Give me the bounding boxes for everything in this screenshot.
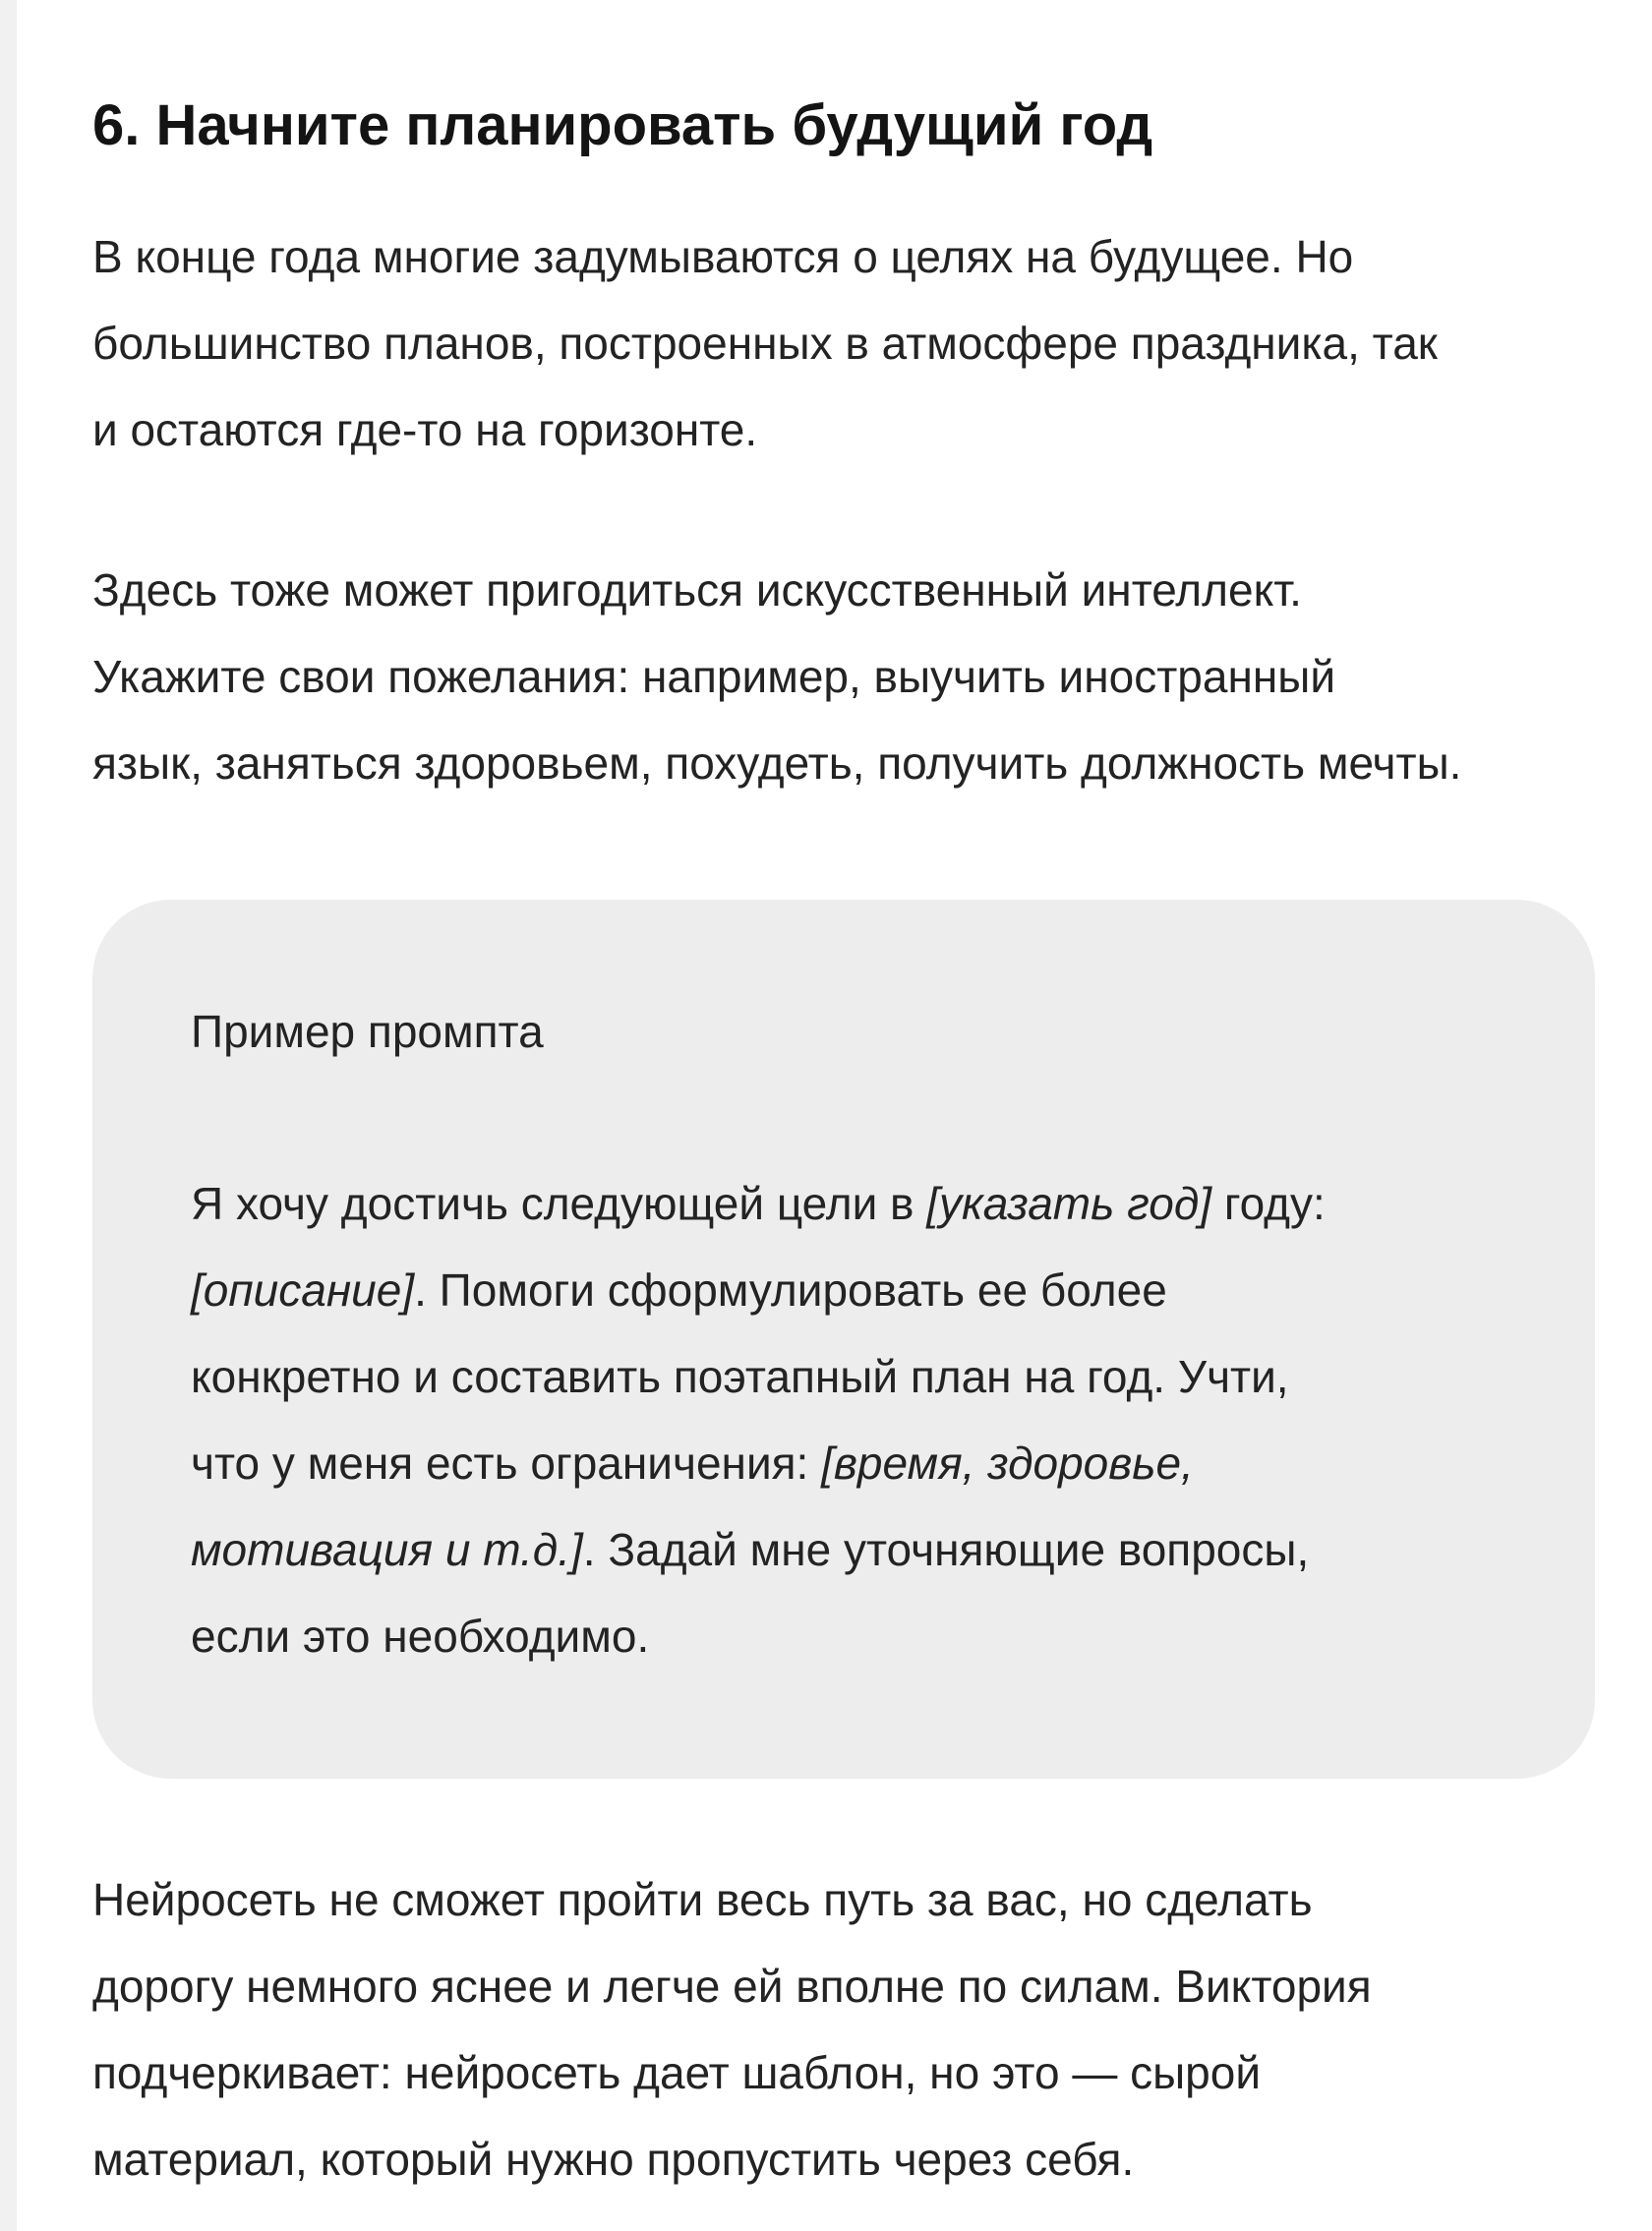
prompt-text-segment: . Помоги сформулировать ее более [414, 1264, 1167, 1316]
prompt-example-title: Пример промпта [191, 1006, 544, 1057]
paragraph-line: большинство планов, построенных в атмосфере праздника, так [92, 318, 1438, 369]
prompt-placeholder-constraints-end: мотивация и т.д.] [191, 1524, 583, 1575]
ai-suggestion-paragraph [92, 547, 1461, 806]
intro-paragraph [92, 213, 1438, 473]
conclusion-paragraph [92, 1856, 1372, 2202]
paragraph-line: дорогу немного яснее и легче ей вполне по силам. Виктория [92, 1961, 1372, 2012]
page-left-margin [0, 0, 17, 2231]
prompt-line [191, 1420, 1326, 1506]
prompt-text-segment: что у меня есть ограничения: [191, 1438, 822, 1489]
prompt-text-segment: . Задай мне уточняющие вопросы, [582, 1524, 1310, 1575]
prompt-line [191, 1506, 1326, 1593]
paragraph-line: подчеркивает: нейросеть дает шаблон, но это — сырой [92, 2047, 1262, 2098]
paragraph-line: и остаются где-то на горизонте. [92, 404, 758, 455]
prompt-placeholder-constraints: [время, здоровье, [821, 1438, 1194, 1489]
paragraph-line: Нейросеть не сможет пройти весь путь за вас, но сделать [92, 1874, 1313, 1925]
paragraph-line: Здесь тоже может пригодиться искусственный интеллект. [92, 564, 1302, 616]
prompt-example-text [191, 1160, 1326, 1679]
paragraph-line: материал, который нужно пропустить через себя. [92, 2134, 1135, 2185]
paragraph-line: В конце года многие задумываются о целях на будущее. Но [92, 231, 1354, 282]
prompt-text-segment: Я хочу достичь следующей цели в [191, 1178, 927, 1229]
prompt-text-segment: году: [1211, 1178, 1326, 1229]
prompt-line: конкретно и составить поэтапный план на год. Учти, [191, 1351, 1289, 1402]
prompt-example-box [92, 900, 1595, 1779]
prompt-line [191, 1160, 1326, 1247]
prompt-placeholder-description: [описание] [191, 1264, 415, 1316]
prompt-line: если это необходимо. [191, 1611, 650, 1662]
paragraph-line: Укажите свои пожелания: например, выучить иностранный [92, 651, 1336, 702]
prompt-line [191, 1247, 1326, 1333]
paragraph-line: язык, заняться здоровьем, похудеть, получить должность мечты. [92, 737, 1462, 789]
prompt-placeholder-year: [указать год] [926, 1178, 1212, 1229]
section-heading: 6. Начните планировать будущий год [92, 93, 1153, 157]
